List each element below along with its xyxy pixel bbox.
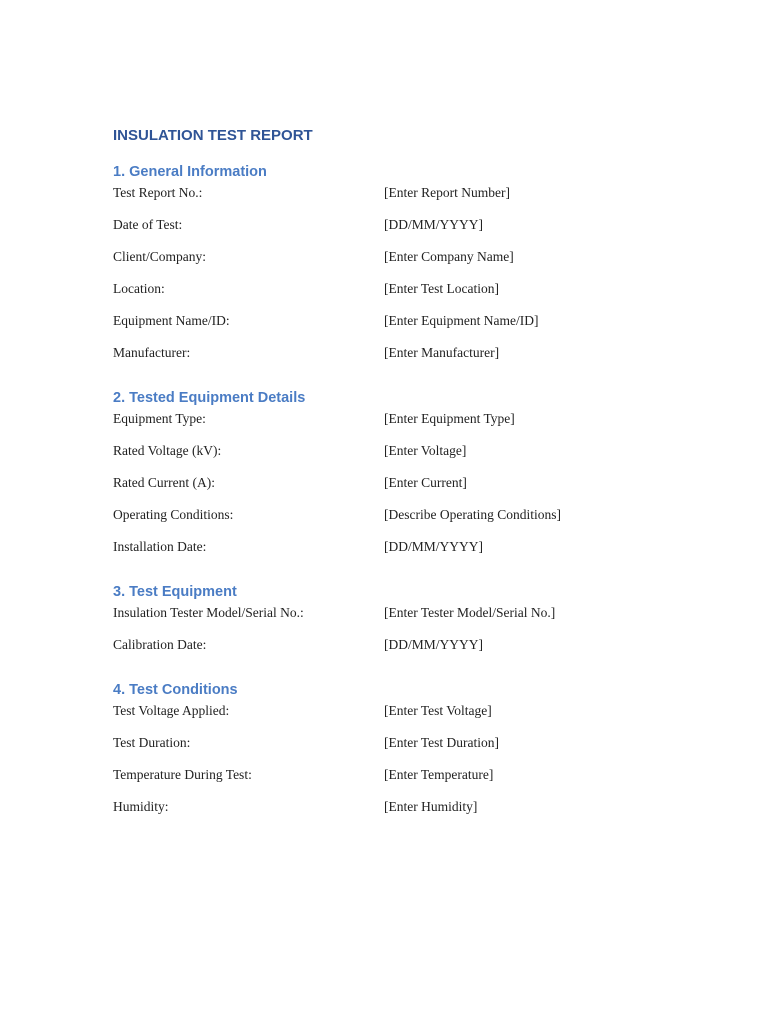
field-value: [Describe Operating Conditions] <box>384 507 561 522</box>
field-value: [Enter Manufacturer] <box>384 345 500 360</box>
field-row <box>113 278 673 310</box>
field-value: [Enter Test Location] <box>384 281 500 296</box>
field-value: [Enter Test Duration] <box>384 735 500 750</box>
field-row <box>113 214 673 246</box>
field-value: [Enter Humidity] <box>384 799 478 814</box>
field-label: Test Voltage Applied: <box>113 703 230 718</box>
field-row <box>113 764 673 796</box>
field-value: [DD/MM/YYYY] <box>384 217 483 232</box>
field-row <box>113 536 673 568</box>
field-row <box>113 472 673 504</box>
field-value: [DD/MM/YYYY] <box>384 539 483 554</box>
field-label: Insulation Tester Model/Serial No.: <box>113 605 304 620</box>
field-value: [Enter Equipment Type] <box>384 411 515 426</box>
field-label: Rated Current (A): <box>113 475 215 490</box>
document-title: INSULATION TEST REPORT <box>113 127 313 144</box>
field-label: Equipment Type: <box>113 411 206 426</box>
field-row <box>113 634 673 666</box>
section-heading: 2. Tested Equipment Details <box>113 390 306 406</box>
field-value: [Enter Test Voltage] <box>384 703 492 718</box>
field-row <box>113 796 673 828</box>
field-value: [Enter Temperature] <box>384 767 494 782</box>
section-test-equipment <box>113 582 673 666</box>
field-row <box>113 310 673 342</box>
field-label: Installation Date: <box>113 539 207 554</box>
field-label: Calibration Date: <box>113 637 207 652</box>
section-heading: 1. General Information <box>113 164 267 180</box>
field-label: Test Report No.: <box>113 185 203 200</box>
field-label: Humidity: <box>113 799 169 814</box>
field-label: Rated Voltage (kV): <box>113 443 222 458</box>
field-value: [Enter Current] <box>384 475 467 490</box>
field-row <box>113 700 673 732</box>
field-label: Operating Conditions: <box>113 507 234 522</box>
field-label: Manufacturer: <box>113 345 191 360</box>
field-value: [Enter Equipment Name/ID] <box>384 313 539 328</box>
field-value: [Enter Voltage] <box>384 443 467 458</box>
section-heading: 4. Test Conditions <box>113 682 238 698</box>
field-label: Client/Company: <box>113 249 206 264</box>
field-value: [DD/MM/YYYY] <box>384 637 483 652</box>
field-label: Date of Test: <box>113 217 183 232</box>
field-row <box>113 504 673 536</box>
field-row <box>113 602 673 634</box>
field-value: [Enter Company Name] <box>384 249 514 264</box>
field-row <box>113 342 673 374</box>
field-row <box>113 408 673 440</box>
field-row <box>113 440 673 472</box>
field-label: Equipment Name/ID: <box>113 313 230 328</box>
field-row <box>113 732 673 764</box>
section-tested-equipment-details <box>113 388 673 568</box>
field-row <box>113 246 673 278</box>
section-general-information <box>113 162 673 374</box>
section-test-conditions <box>113 680 673 828</box>
field-value: [Enter Tester Model/Serial No.] <box>384 605 556 620</box>
field-value: [Enter Report Number] <box>384 185 510 200</box>
document-body <box>113 126 673 842</box>
section-heading: 3. Test Equipment <box>113 584 237 600</box>
field-row <box>113 182 673 214</box>
field-label: Temperature During Test: <box>113 767 252 782</box>
field-label: Location: <box>113 281 165 296</box>
field-label: Test Duration: <box>113 735 191 750</box>
